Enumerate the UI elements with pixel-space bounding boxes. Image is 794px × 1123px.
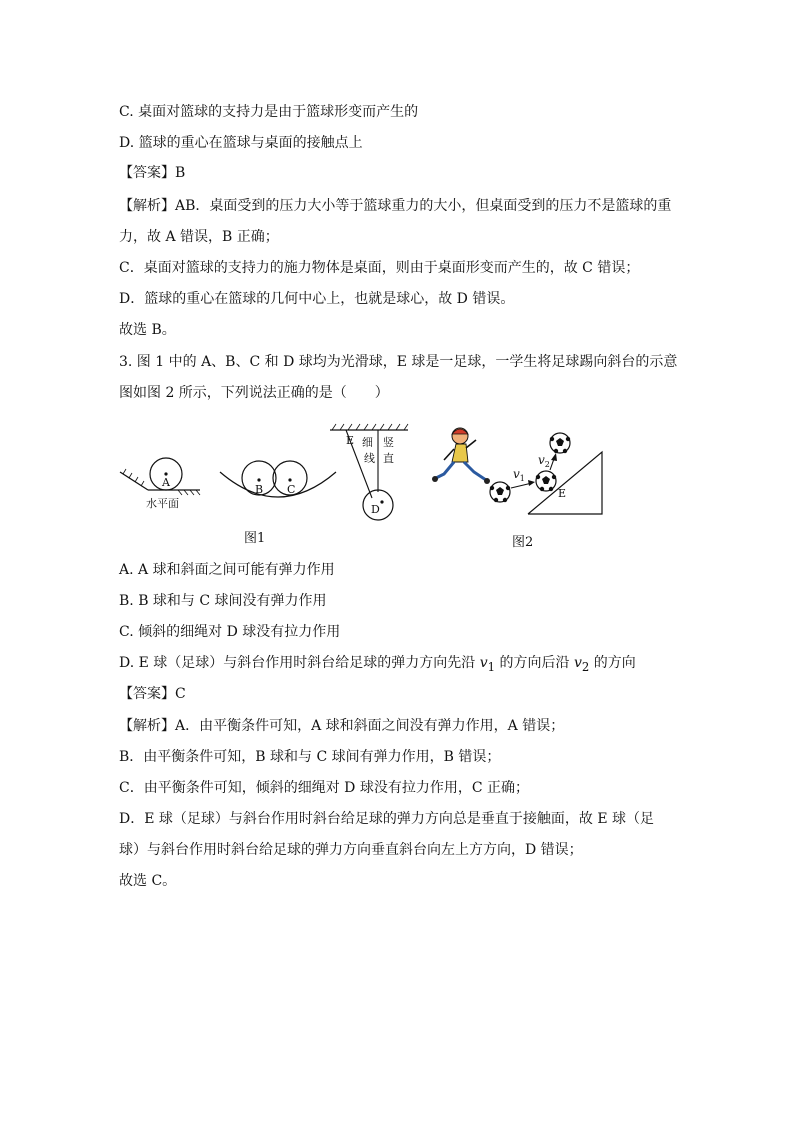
option-d-v2: v bbox=[574, 655, 582, 671]
prev-analysis-line3: C．桌面对篮球的支持力的施力物体是桌面，则由于桌面形变而产生的，故 C 错误； bbox=[119, 260, 640, 276]
option-d-text-mid: 的方向后沿 bbox=[495, 655, 574, 671]
q3-analysis-text: A．由平衡条件可知，A 球和斜面之间没有弹力作用，A 错误； bbox=[175, 718, 565, 734]
fig1-ball-d-setup bbox=[330, 424, 408, 520]
q3-answer-value: C bbox=[175, 686, 186, 702]
label-ground: 水平面 bbox=[146, 497, 179, 510]
q3-analysis-line3: C．由平衡条件可知，倾斜的细绳对 D 球没有拉力作用，C 正确； bbox=[119, 780, 529, 796]
label-ball-d: D bbox=[371, 503, 380, 516]
fig1-ball-a-setup bbox=[120, 458, 200, 510]
fig1-ball-bc-setup bbox=[220, 461, 336, 497]
q3-option-b: B. B 球和与 C 球间没有弹力作用 bbox=[119, 593, 327, 609]
q3-figure bbox=[118, 422, 618, 560]
prev-answer bbox=[119, 163, 185, 183]
soccer-ball-3 bbox=[550, 433, 570, 453]
q3-conclusion: 故选 C。 bbox=[119, 873, 177, 889]
fig1-caption: 图1 bbox=[244, 531, 266, 546]
label-ball-a: A bbox=[162, 476, 170, 489]
label-thin-2: 线 bbox=[364, 452, 375, 465]
option-d-v1-sub: 1 bbox=[487, 659, 496, 674]
label-vert-1: 竖 bbox=[383, 436, 394, 449]
physics-diagram bbox=[118, 422, 618, 560]
label-rope-e: E bbox=[346, 434, 355, 447]
q3-answer bbox=[119, 684, 186, 704]
soccer-ball-1 bbox=[490, 482, 510, 502]
q3-analysis-label: 【解析】 bbox=[119, 718, 175, 734]
prev-analysis-line1 bbox=[119, 196, 671, 216]
q3-answer-label: 【答案】 bbox=[119, 686, 175, 702]
analysis-text: AB．桌面受到的压力大小等于篮球重力的大小，但桌面受到的压力不是篮球的重 bbox=[175, 198, 672, 214]
q3-option-d bbox=[119, 653, 636, 677]
q3-analysis-line4: D．E 球（足球）与斜台作用时斜台给足球的弹力方向总是垂直于接触面，故 E 球（足 bbox=[119, 811, 655, 827]
option-d-v2-sub: 2 bbox=[581, 659, 590, 674]
q3-option-a: A. A 球和斜面之间可能有弹力作用 bbox=[119, 562, 335, 578]
answer-value: B bbox=[175, 165, 186, 181]
answer-label: 【答案】 bbox=[119, 165, 175, 181]
soccer-ball-2 bbox=[536, 471, 556, 491]
label-ball-c: C bbox=[287, 483, 296, 496]
label-v2: $v_2$ bbox=[538, 453, 550, 469]
label-v1: $v_1$ bbox=[513, 467, 525, 483]
label-ball-b: B bbox=[255, 483, 264, 496]
fig2-caption: 图2 bbox=[512, 535, 534, 550]
prev-option-c: C. 桌面对篮球的支持力是由于篮球形变而产生的 bbox=[119, 104, 419, 120]
student-figure bbox=[432, 428, 490, 484]
prev-conclusion: 故选 B。 bbox=[119, 322, 176, 338]
label-vert-2: 直 bbox=[383, 452, 394, 465]
option-d-text-post: 的方向 bbox=[589, 655, 636, 671]
prev-option-d: D. 篮球的重心在篮球与桌面的接触点上 bbox=[119, 135, 363, 151]
fig2-setup bbox=[432, 428, 602, 514]
prev-analysis-line2: 力，故 A 错误，B 正确； bbox=[119, 229, 279, 245]
q3-analysis-line1 bbox=[119, 716, 564, 736]
label-thin-1: 细 bbox=[362, 436, 373, 449]
q3-stem-line1: 3. 图 1 中的 A、B、C 和 D 球均为光滑球，E 球是一足球，一学生将足球踢向斜台的示意 bbox=[119, 354, 678, 370]
q3-option-c: C. 倾斜的细绳对 D 球没有拉力作用 bbox=[119, 624, 341, 640]
q3-analysis-line2: B．由平衡条件可知，B 球和与 C 球间有弹力作用，B 错误； bbox=[119, 749, 501, 765]
label-slope-e: E bbox=[558, 487, 567, 500]
option-d-v1: v bbox=[479, 655, 488, 671]
q3-stem-line2: 图如图 2 所示，下列说法正确的是（ ） bbox=[119, 385, 389, 401]
option-d-text-pre: D. E 球（足球）与斜台作用时斜台给足球的弹力方向先沿 bbox=[119, 655, 480, 671]
analysis-label: 【解析】 bbox=[119, 198, 175, 214]
q3-analysis-line5: 球）与斜台作用时斜台给足球的弹力方向垂直斜台向左上方方向，D 错误； bbox=[119, 842, 583, 858]
prev-analysis-line4: D．篮球的重心在篮球的几何中心上，也就是球心，故 D 错误。 bbox=[119, 291, 515, 307]
